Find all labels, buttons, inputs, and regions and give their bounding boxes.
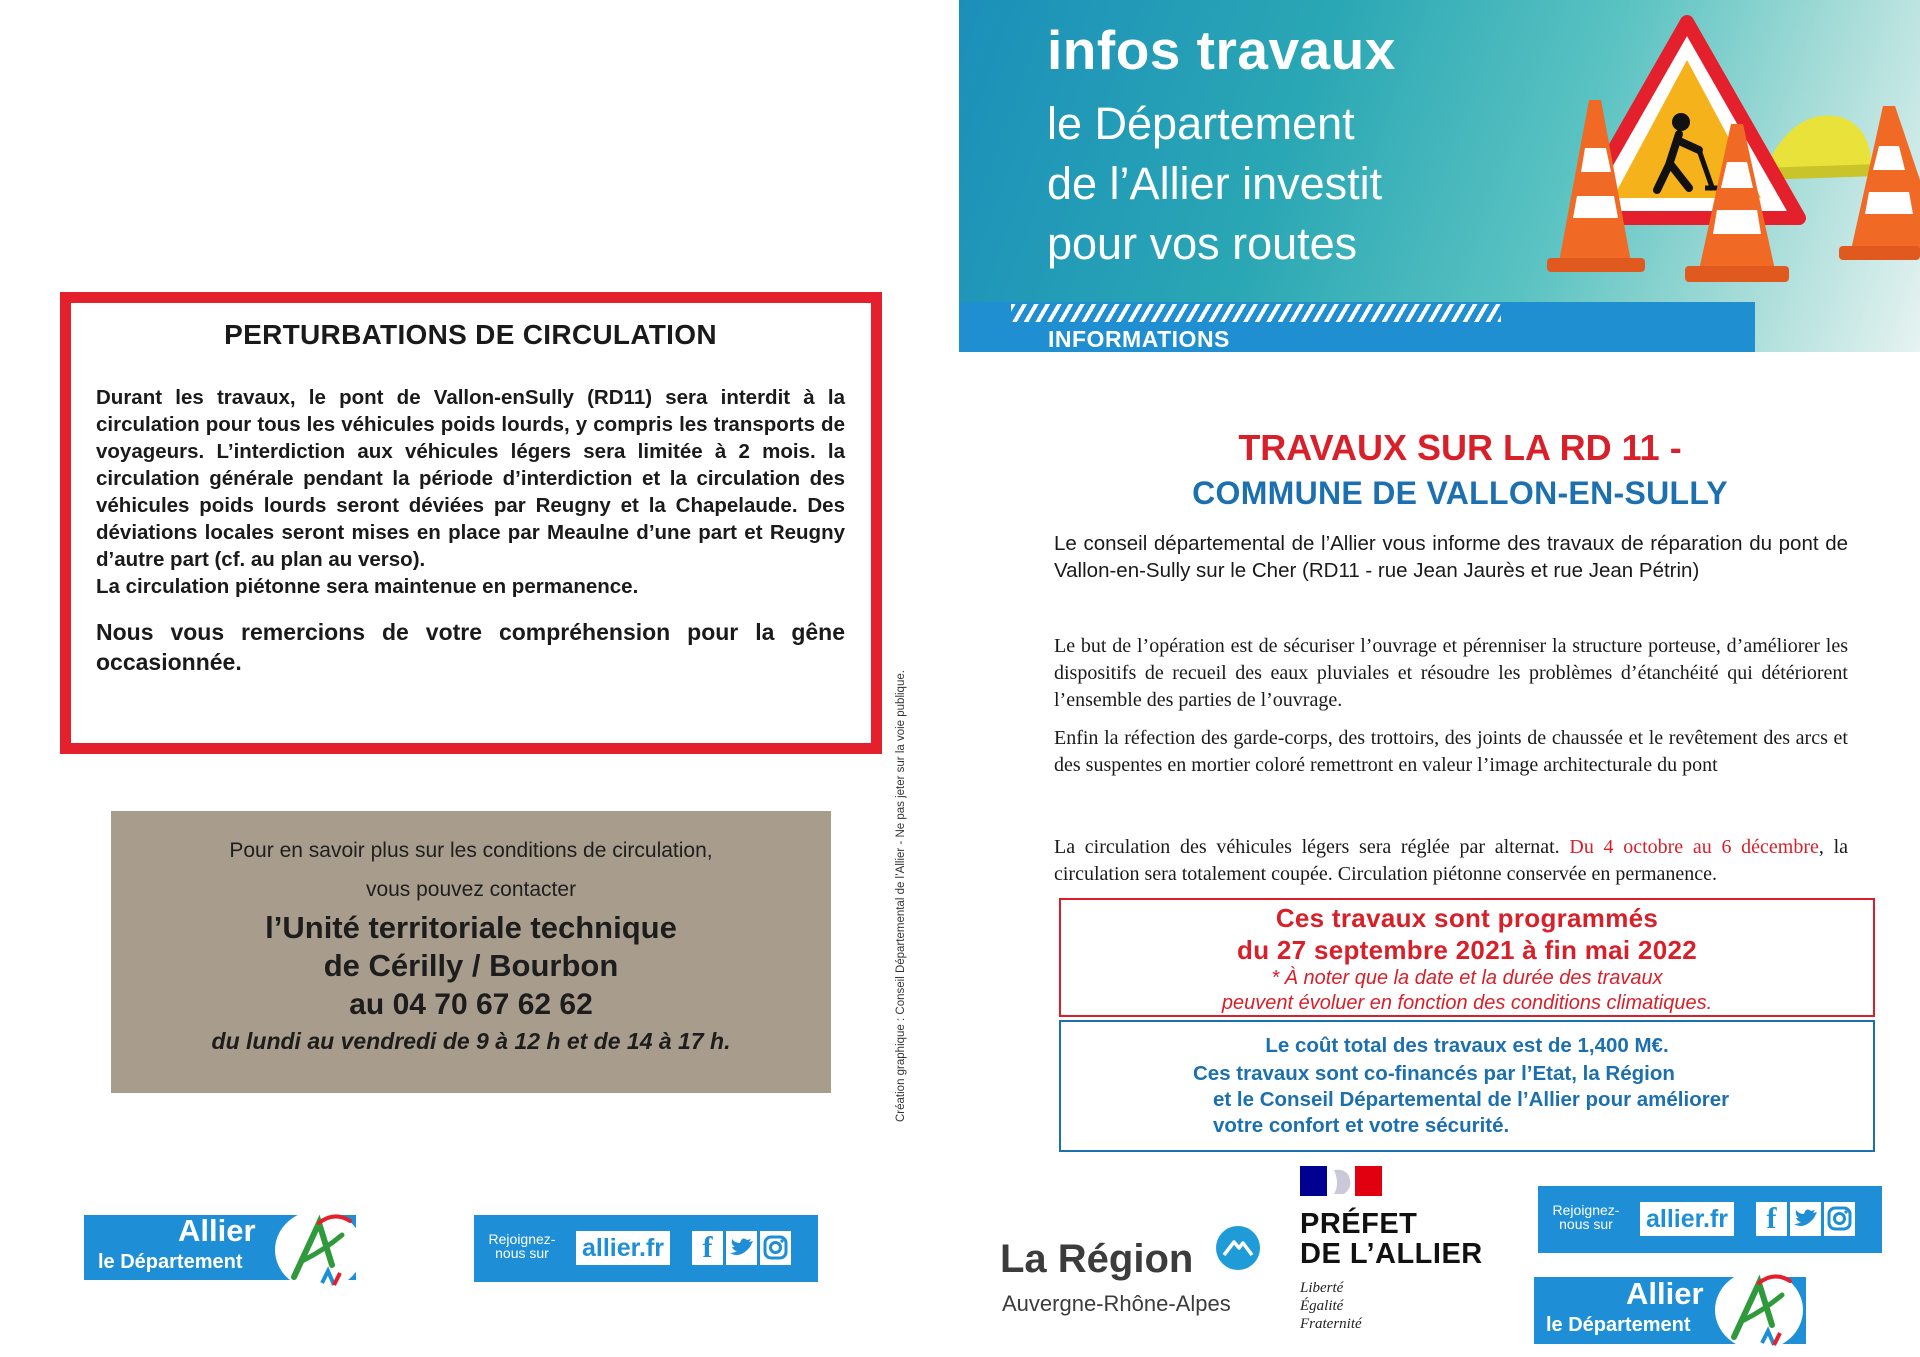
- schedule-note1: * À noter que la date et la durée des travaux: [1271, 967, 1663, 989]
- thanks-note: Nous vous remercions de votre compréhension pour la gêne occasionnée.: [96, 619, 845, 675]
- schedule-note2: peuvent évoluer en fonction des conditions climatiques.: [1221, 992, 1713, 1014]
- cost-line1: Le coût total des travaux est de 1,400 M€.: [1265, 1034, 1669, 1057]
- cost-box: [1059, 1020, 1875, 1152]
- allier-fr-link[interactable]: allier.fr: [576, 1231, 670, 1265]
- prefet-line2: DE L’ALLIER: [1300, 1238, 1483, 1270]
- intro-paragraph: Le conseil départemental de l’Allier vous informe des travaux de réparation du pont de Vallon-en-Sully sur le Cher (RD11 - rue Jean Jaurès et rue Jean Pétrin): [1054, 532, 1848, 582]
- main-title-line1: TRAVAUX SUR LA RD 11 -: [1238, 427, 1682, 468]
- cost-line2: Ces travaux sont co-financés par l’Etat, la Région: [1193, 1062, 1675, 1085]
- closure-dates: Du 4 octobre au 6 décembre: [1569, 836, 1819, 858]
- pedestrian-note: La circulation piétonne sera maintenue en permanence.: [96, 575, 639, 598]
- traffic-disruption-title: PERTURBATIONS DE CIRCULATION: [224, 319, 717, 350]
- contact-unit-line1: l’Unité territoriale technique: [265, 910, 677, 945]
- traffic-paragraph: La circulation des véhicules légers sera réglée par alternat. Du 4 octobre au 6 décembre, la circulation sera totalement coupée. Circulation piétonne conservée en permanence.: [1054, 836, 1849, 885]
- facebook-icon[interactable]: f: [692, 1231, 723, 1265]
- traffic-disruption-text: [96, 384, 845, 600]
- allier-logo-subtitle: le Département: [1546, 1314, 1691, 1336]
- prefet-logo: [1300, 1166, 1483, 1333]
- instagram-icon[interactable]: [760, 1231, 791, 1265]
- region-logo-name: La Région: [1000, 1237, 1194, 1281]
- hatch-decoration: [1011, 304, 1501, 322]
- cost-line3: et le Conseil Départemental de l’Allier pour améliorer: [1213, 1088, 1730, 1111]
- allier-logo-subtitle: le Département: [98, 1251, 243, 1273]
- contact-hours: du lundi au vendredi de 9 à 12 h et de 14 à 17 h.: [211, 1028, 731, 1054]
- contact-unit-line2: de Cérilly / Bourbon: [323, 948, 619, 983]
- schedule-box: [1059, 898, 1875, 1017]
- prefet-line1: PRÉFET: [1300, 1208, 1418, 1240]
- roadworks-illustration: [1499, 0, 1920, 300]
- header-banner: [959, 0, 1920, 352]
- social-join-text: Rejoignez- nous sur: [488, 1231, 556, 1261]
- header-title: infos travaux: [1047, 19, 1396, 81]
- header-line2: de l’Allier investit: [1047, 158, 1383, 209]
- contact-box: [111, 811, 831, 1093]
- cost-line4: votre confort et votre sécurité.: [1213, 1114, 1510, 1137]
- repairs-paragraph: Enfin la réfection des garde-corps, des trottoirs, des joints de chaussée et le revêtement des arcs et des suspentes en mortier coloré remettront en valeur l’image architecturale du pont: [1054, 727, 1848, 776]
- allier-emblem-icon: [1704, 1265, 1809, 1355]
- graphic-credit: Création graphique : Conseil Départemental de l’Allier - Ne pas jeter sur la voie publique.: [895, 670, 907, 1122]
- traffic-disruption-box: [60, 292, 882, 754]
- main-title-line2: COMMUNE DE VALLON-EN-SULLY: [1192, 475, 1728, 511]
- objective-paragraph: Le but de l’opération est de sécuriser l’ouvrage et pérenniser la structure porteuse, d’améliorer les dispositifs de recueil des eaux pluviales et résoudre les problèmes d’étanchéité qui détériorent l’ensemble des parties de l’ouvrage.: [1054, 635, 1848, 711]
- twitter-icon[interactable]: [726, 1231, 757, 1265]
- allier-departement-logo: [1534, 1277, 1806, 1344]
- twitter-icon[interactable]: [1790, 1202, 1821, 1236]
- allier-departement-logo: [84, 1215, 356, 1280]
- header-line1: le Département: [1047, 98, 1355, 149]
- schedule-line2: du 27 septembre 2021 à fin mai 2022: [1237, 935, 1697, 965]
- allier-emblem-icon: [264, 1205, 369, 1295]
- schedule-line1: Ces travaux sont programmés: [1275, 903, 1659, 933]
- region-mountain-icon: [1215, 1225, 1261, 1271]
- allier-logo-name: Allier: [178, 1213, 256, 1248]
- republic-motto: Liberté Égalité Fraternité: [1300, 1280, 1362, 1332]
- social-banner: [474, 1215, 818, 1282]
- contact-phone: au 04 70 67 62 62: [349, 988, 593, 1021]
- social-join-text: Rejoignez- nous sur: [1552, 1202, 1620, 1232]
- social-banner: [1538, 1186, 1882, 1253]
- facebook-icon[interactable]: f: [1756, 1202, 1787, 1236]
- allier-fr-link[interactable]: allier.fr: [1640, 1202, 1734, 1236]
- instagram-icon[interactable]: [1824, 1202, 1855, 1236]
- marianne-icon: [1300, 1166, 1382, 1196]
- region-logo-subtitle: Auvergne-Rhône-Alpes: [1002, 1291, 1231, 1316]
- information-label: INFORMATIONS: [1048, 326, 1230, 352]
- contact-intro-line2: vous pouvez contacter: [365, 878, 577, 901]
- disruption-paragraph: Durant les travaux, le pont de Vallon-enSully (RD11) sera interdit à la circulation pour tous les véhicules poids lourds, y compris les transports de voyageurs. L’interdiction aux véhicules légers sera limitée à 2 mois. la circulation générale pendant la période d’interdiction et la circulation des véhicules poids lourds seront déviées par Reugny et la Chapelaude. Des déviations locales seront mises en place par Meaulne d’une part et Reugny d’autre part (cf. au plan au verso).: [96, 386, 845, 571]
- header-line3: pour vos routes: [1047, 218, 1358, 269]
- contact-intro-line1: Pour en savoir plus sur les conditions de circulation,: [229, 839, 713, 862]
- allier-logo-name: Allier: [1626, 1276, 1704, 1311]
